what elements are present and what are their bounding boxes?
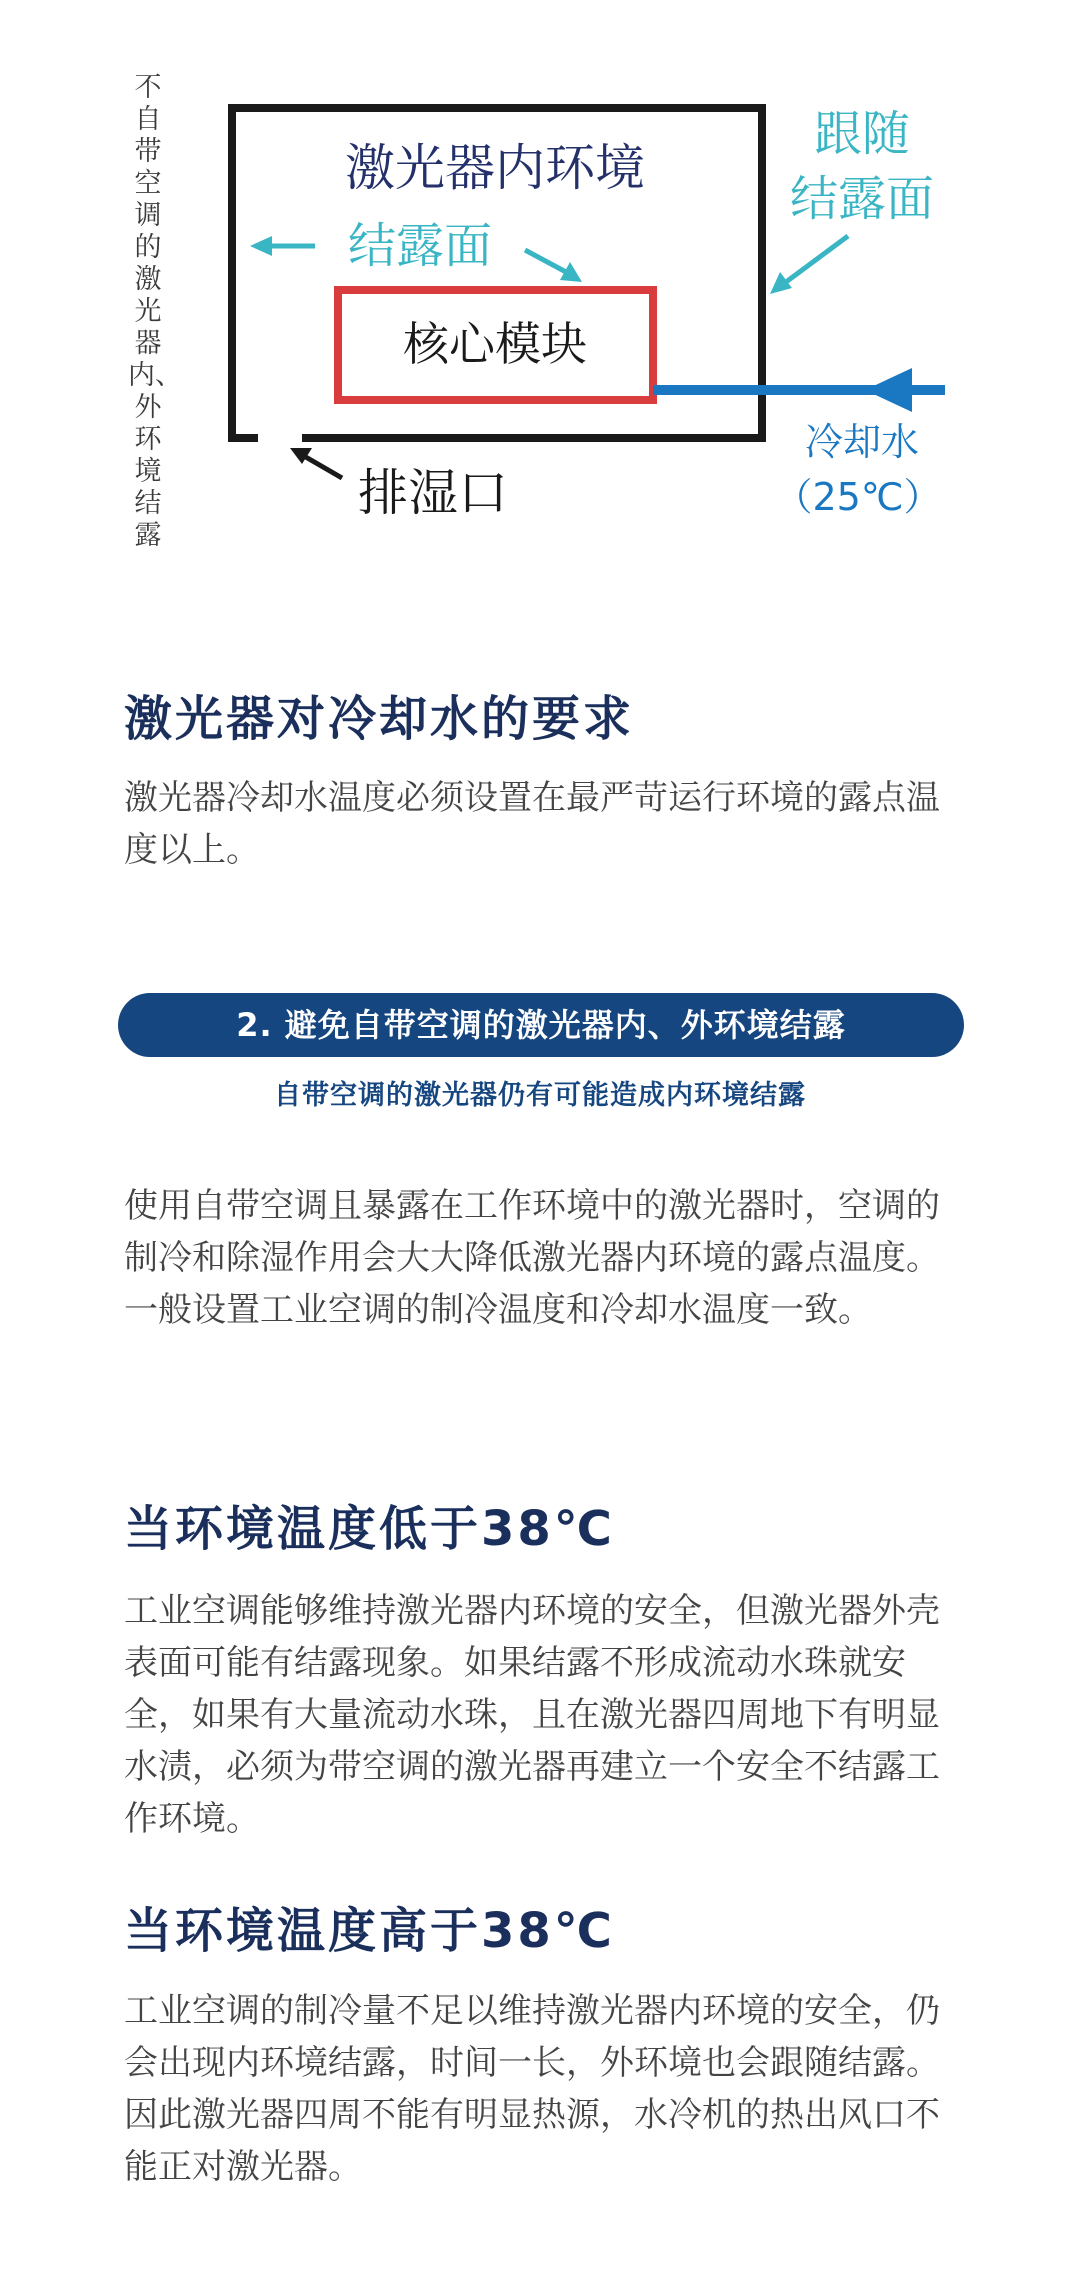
high-temp-heading: 当环境温度高于38℃: [124, 1903, 615, 1959]
follow-label-line2: 结露面: [789, 171, 935, 227]
cooling-water-paragraph: 激光器冷却水温度必须设置在最严苛运行环境的露点温度以上。: [124, 778, 940, 870]
cooling-water-heading: 激光器对冷却水的要求: [124, 691, 635, 747]
core-module-label: 核心模块: [403, 317, 587, 371]
ac-laser-paragraph: 使用自带空调且暴露在工作环境中的激光器时，空调的制冷和除湿作用会大大降低激光器内环境的露点温度。一般设置工业空调的制冷温度和冷却水温度一致。: [124, 1186, 940, 1330]
inner-env-label: 激光器内环境: [345, 139, 645, 197]
condensation-diagram: [0, 0, 1080, 600]
condense-surface-label: 结露面: [348, 218, 493, 274]
drain-arrow-line: [304, 456, 342, 478]
section-banner: 2. 避免自带空调的激光器内、外环境结露: [118, 993, 964, 1057]
cooling-water-label: 冷却水: [804, 420, 920, 464]
drain-port-label: 排湿口: [358, 464, 508, 522]
section-subtitle: 自带空调的激光器仍有可能造成内环境结露: [274, 1080, 806, 1111]
follow-label-line1: 跟随: [813, 106, 911, 162]
cooling-temp-label: （25℃）: [774, 475, 942, 519]
low-temp-heading: 当环境温度低于38℃: [124, 1501, 615, 1557]
left-arrow-head: [250, 236, 272, 256]
cooling-water-arrow: [865, 368, 912, 412]
high-temp-paragraph: 工业空调的制冷量不足以维持激光器内环境的安全，仍会出现内环境结露，时间一长，外环境也会跟随结露。因此激光器四周不能有明显热源，水冷机的热出风口不能正对激光器。: [124, 1991, 940, 2187]
surface-arrow-line: [525, 250, 566, 272]
follow-arrow-line: [786, 236, 848, 282]
low-temp-paragraph: 工业空调能够维持激光器内环境的安全，但激光器外壳表面可能有结露现象。如果结露不形成流动水珠就安全，如果有大量流动水珠，且在激光器四周地下有明显水渍，必须为带空调的激光器再建立一个安全不结露工作环境。: [124, 1591, 940, 1839]
side-caption: 不自带空调的激光器内、外环境结露: [128, 72, 182, 551]
